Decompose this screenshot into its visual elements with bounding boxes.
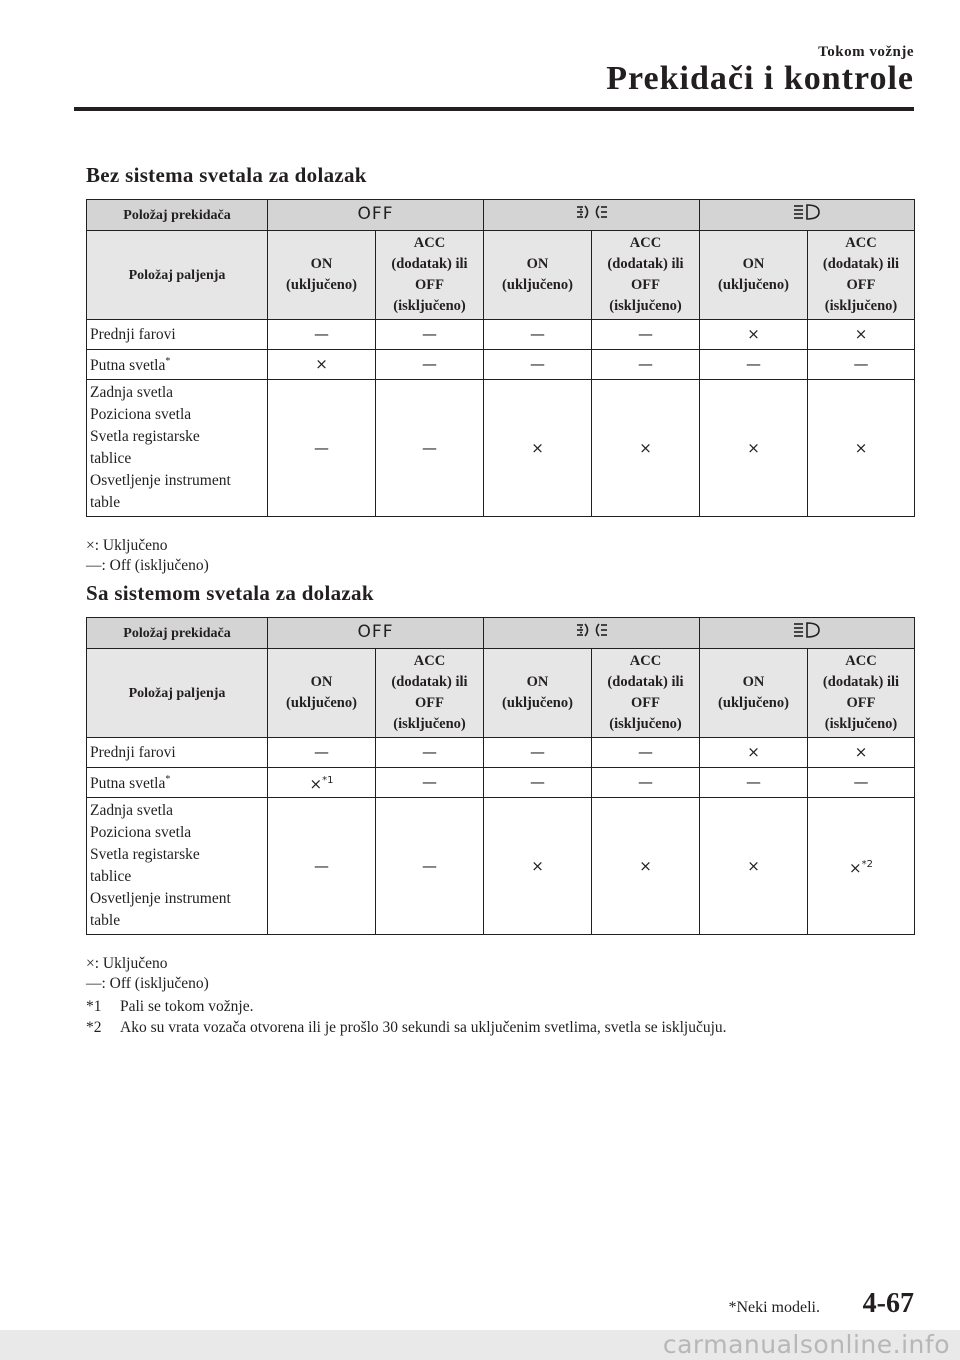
running-lights-label: Putna svetla: [90, 357, 166, 375]
ign-on-cell: [484, 231, 592, 320]
ign-off-sub: (isključeno): [393, 298, 466, 314]
table-cell: ×: [700, 380, 808, 517]
switch-headlight-cell: [700, 200, 915, 231]
ignition-position-label: Položaj paljenja: [87, 231, 268, 320]
switch-position-label: Položaj prekidača: [87, 618, 268, 649]
table-cell: [808, 798, 915, 935]
ign-acc-sub: (dodatak) ili: [822, 674, 900, 690]
ign-acc-label: ACC: [845, 235, 877, 251]
ign-acc-cell: [592, 649, 700, 738]
table-cell: ×: [268, 350, 376, 380]
group-label-line: Zadnja svetla: [90, 384, 174, 401]
table-cell: —: [484, 768, 592, 798]
row-label-running-lights: [87, 768, 268, 798]
switch-off-cell: [268, 200, 484, 231]
row-label-headlights: Prednji farovi: [87, 320, 268, 350]
ign-acc-label: ACC: [629, 235, 662, 251]
ign-on-sub: (uključeno): [286, 277, 357, 293]
table-cell: [268, 768, 376, 798]
footnote: [86, 1017, 727, 1038]
table-cell: —: [268, 320, 376, 350]
ign-off-sub: (isključeno): [824, 716, 898, 732]
row-label-rear-lights-group: [87, 380, 268, 517]
ign-off-sub: (isključeno): [609, 298, 682, 314]
ign-on-sub: (uključeno): [502, 277, 573, 293]
row-label-headlights: Prednji farovi: [87, 738, 268, 768]
table-cell: —: [376, 350, 484, 380]
ign-on-label: ON: [526, 674, 549, 690]
table-cell: —: [268, 738, 376, 768]
ign-off-sub: (isključeno): [824, 298, 898, 314]
row-label-rear-lights-group: [87, 798, 268, 935]
running-lights-label: Putna svetla: [90, 775, 166, 793]
legend-on: ×: Uključeno: [86, 537, 168, 554]
section-title-with-arrival: Sa sistemom svetala za dolazak: [86, 581, 374, 605]
headlight-icon: [792, 621, 822, 639]
table-cell: —: [808, 768, 915, 798]
table-cell: —: [592, 320, 700, 350]
legend-section2: [86, 954, 209, 994]
table-cell: —: [592, 738, 700, 768]
table-cell: —: [592, 768, 700, 798]
ign-acc-cell: [808, 231, 915, 320]
group-label-line: tablice: [90, 868, 132, 885]
ign-on-label: ON: [742, 256, 765, 272]
footnote-text: Ako su vrata vozača otvorena ili je prošlo 30 sekundi sa uključenim svetlima, svetla se isključuju.: [120, 1019, 727, 1036]
ign-off-label: OFF: [631, 695, 660, 711]
ign-acc-cell: [592, 231, 700, 320]
header-rule: [74, 107, 914, 111]
table-cell: —: [700, 350, 808, 380]
group-label-line: Osvetljenje instrument: [90, 890, 231, 907]
switch-position-label: Položaj prekidača: [87, 200, 268, 231]
footnote-text: Pali se tokom vožnje.: [120, 998, 254, 1015]
table-cell: ×: [484, 798, 592, 935]
parking-lights-icon: [575, 621, 609, 639]
table-cell: —: [376, 738, 484, 768]
table-cell: ×: [592, 798, 700, 935]
ign-on-cell: [268, 231, 376, 320]
cell-value: ×: [309, 775, 323, 793]
table-cell: —: [484, 738, 592, 768]
ign-acc-sub: (dodatak) ili: [607, 256, 684, 272]
footnote-ref-2: *2: [861, 858, 873, 870]
table-cell: ×: [808, 320, 915, 350]
switch-off-label: OFF: [357, 204, 394, 224]
ign-on-sub: (uključeno): [718, 695, 789, 711]
table-cell: ×: [700, 798, 808, 935]
ign-on-sub: (uključeno): [718, 277, 789, 293]
ign-acc-sub: (dodatak) ili: [391, 674, 468, 690]
ign-off-label: OFF: [631, 277, 660, 293]
some-models-mark: *: [165, 774, 171, 786]
group-label-line: Svetla registarske: [90, 428, 200, 445]
some-models-mark: *: [165, 356, 171, 368]
ign-acc-cell: [808, 649, 915, 738]
switch-off-label: OFF: [357, 622, 394, 642]
ign-on-sub: (uključeno): [286, 695, 357, 711]
headlight-icon: [792, 203, 822, 221]
table-cell: —: [700, 768, 808, 798]
table-cell: —: [376, 798, 484, 935]
switch-off-cell: [268, 618, 484, 649]
group-label-line: Poziciona svetla: [90, 824, 192, 841]
table-cell: —: [376, 320, 484, 350]
switch-parking-cell: [484, 618, 700, 649]
table-cell: —: [376, 768, 484, 798]
some-models-note: *Neki modeli.: [728, 1299, 820, 1316]
table-cell: —: [592, 350, 700, 380]
legend-off: —: Off (isključeno): [86, 557, 209, 574]
watermark-bar: [0, 1330, 960, 1360]
table-cell: ×: [484, 380, 592, 517]
table-cell: ×: [808, 738, 915, 768]
ign-on-label: ON: [310, 256, 333, 272]
ign-off-label: OFF: [846, 277, 876, 293]
ign-on-label: ON: [742, 674, 765, 690]
ign-on-cell: [700, 649, 808, 738]
group-label-line: tablice: [90, 450, 132, 467]
legend-section1: [86, 536, 209, 576]
group-label-line: Zadnja svetla: [90, 802, 174, 819]
ign-acc-label: ACC: [629, 653, 662, 669]
table-cell: —: [484, 320, 592, 350]
table-cell: ×: [700, 738, 808, 768]
ign-on-cell: [484, 649, 592, 738]
table-cell: —: [268, 798, 376, 935]
table-cell: —: [376, 380, 484, 517]
footnote: [86, 996, 727, 1017]
footnote-number: *2: [86, 1019, 102, 1036]
table-cell: ×: [808, 380, 915, 517]
ign-acc-sub: (dodatak) ili: [391, 256, 468, 272]
ign-acc-cell: [376, 231, 484, 320]
ign-off-label: OFF: [415, 277, 444, 293]
footnotes: [86, 996, 727, 1038]
ign-acc-sub: (dodatak) ili: [822, 256, 900, 272]
parking-lights-icon: [575, 203, 609, 221]
ign-acc-label: ACC: [413, 653, 446, 669]
group-label-line: Svetla registarske: [90, 846, 200, 863]
ign-acc-sub: (dodatak) ili: [607, 674, 684, 690]
table-cell: —: [484, 350, 592, 380]
ign-acc-label: ACC: [845, 653, 877, 669]
group-label-line: Osvetljenje instrument: [90, 472, 231, 489]
table-cell: —: [268, 380, 376, 517]
ign-acc-cell: [376, 649, 484, 738]
row-label-running-lights: [87, 350, 268, 380]
page-number: 4-67: [862, 1288, 914, 1319]
ign-off-label: OFF: [415, 695, 444, 711]
ign-off-sub: (isključeno): [393, 716, 466, 732]
ign-on-label: ON: [310, 674, 333, 690]
switch-parking-cell: [484, 200, 700, 231]
table-cell: ×: [700, 320, 808, 350]
header-subtitle: Tokom vožnje: [818, 44, 914, 60]
ign-off-sub: (isključeno): [609, 716, 682, 732]
ign-on-label: ON: [526, 256, 549, 272]
ign-acc-label: ACC: [413, 235, 446, 251]
ign-off-label: OFF: [846, 695, 876, 711]
light-table-without-arrival: [86, 199, 915, 517]
cell-value: ×: [849, 858, 862, 877]
section-title-without-arrival: Bez sistema svetala za dolazak: [86, 163, 367, 187]
watermark-text: carmanualsonline.info: [662, 1330, 950, 1359]
ignition-position-label: Položaj paljenja: [87, 649, 268, 738]
light-table-with-arrival: [86, 617, 915, 935]
ign-on-cell: [268, 649, 376, 738]
footnote-number: *1: [86, 998, 102, 1015]
group-label-line: Poziciona svetla: [90, 406, 192, 423]
group-label-line: table: [90, 494, 121, 511]
ign-on-sub: (uključeno): [502, 695, 573, 711]
table-cell: —: [808, 350, 915, 380]
legend-on: ×: Uključeno: [86, 955, 168, 972]
ign-on-cell: [700, 231, 808, 320]
group-label-line: table: [90, 912, 121, 929]
legend-off: —: Off (isključeno): [86, 975, 209, 992]
switch-headlight-cell: [700, 618, 915, 649]
table-cell: ×: [592, 380, 700, 517]
footnote-ref-1: *1: [322, 775, 334, 786]
page-title: Prekidači i kontrole: [606, 60, 914, 97]
